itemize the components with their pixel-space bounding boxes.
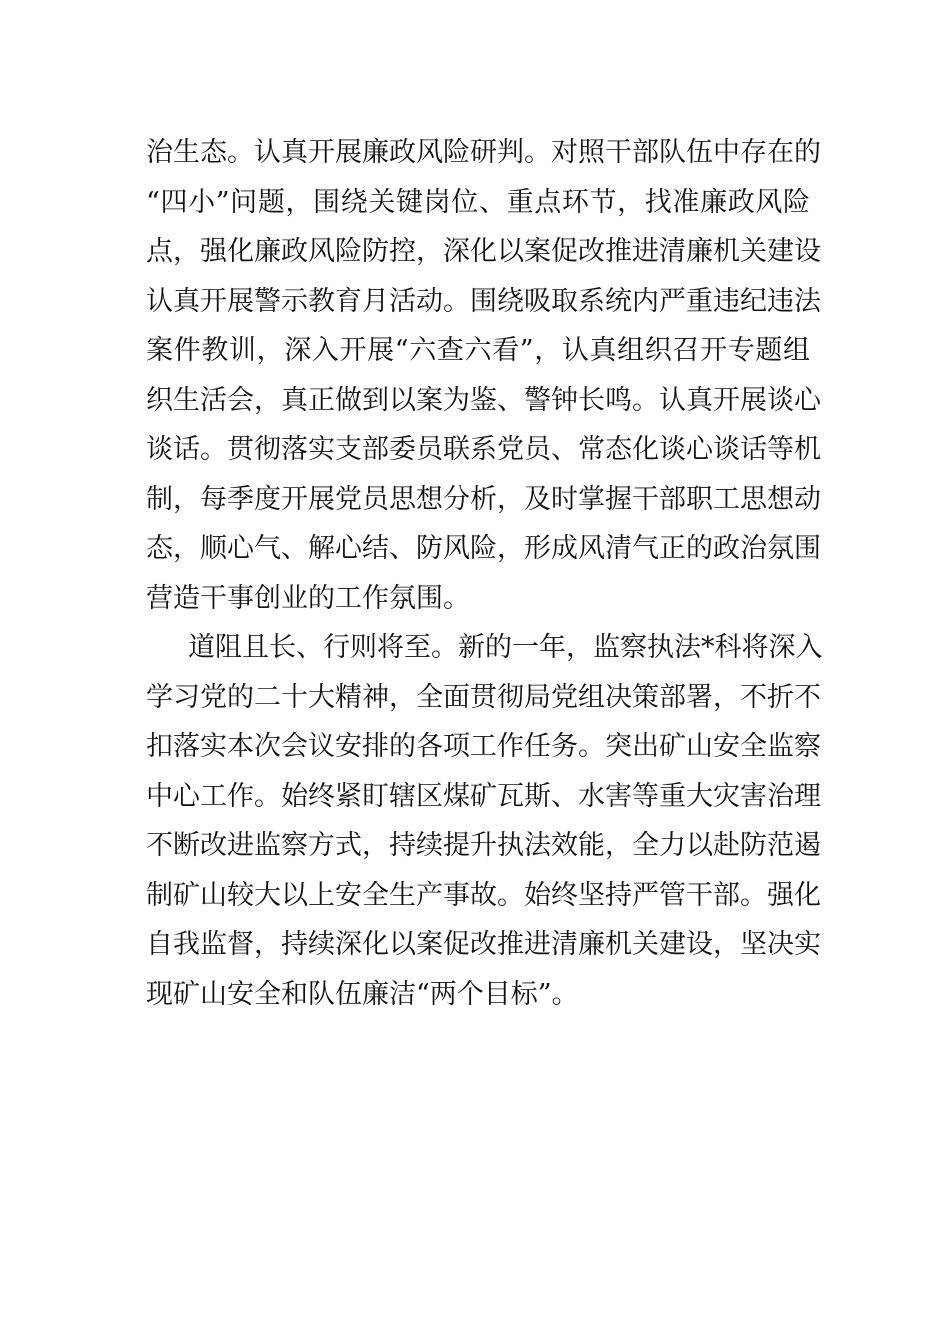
text-line: 谈话。贯彻落实支部委员联系党员、常态化谈心谈话等机 [146,434,821,465]
text-line: 学习党的二十大精神，全面贯彻局党组决策部署，不折不 [146,681,821,713]
text-line: 扣落实本次会议安排的各项工作任务。突出矿山安全监察 [146,731,821,762]
document-body [146,128,823,1019]
text-line: 营造干事创业的工作氛围。 [146,582,470,614]
text-line: 治生态。认真开展廉政风险研判。对照干部队伍中存在的 [146,137,821,168]
text-line: 点，强化廉政风险防控，深化以案促改推进清廉机关建设 [146,236,821,267]
text-line: 中心工作。始终紧盯辖区煤矿瓦斯、水害等重大灾害治理 [146,780,821,812]
text-line: 制矿山较大以上安全生产事故。始终坚持严管干部。强化 [146,879,821,911]
text-line: 认真开展警示教育月活动。围绕吸取系统内严重违纪违法 [146,285,821,317]
paragraph-1 [146,128,821,623]
text-line: 制，每季度开展党员思想分析，及时掌握干部职工思想动 [146,483,821,515]
text-line: 自我监督，持续深化以案促改推进清廉机关建设，坚决实 [146,929,821,960]
text-line: 不断改进监察方式，持续提升执法效能，全力以赴防范遏 [146,830,821,861]
text-line: 态，顺心气、解心结、防风险，形成风清气正的政治氛围 [146,533,821,564]
text-line: “四小”问题，围绕关键岗位、重点环节，找准廉政风险 [146,186,810,218]
text-line: 案件教训，深入开展“六查六看”，认真组织召开专题组 [146,335,810,366]
text-line: 织生活会，真正做到以案为鉴、警钟长鸣。认真开展谈心 [146,384,821,416]
paragraph-2 [146,623,823,1019]
text-line: 道阻且长、行则将至。新的一年，监察执法*科将深入 [188,632,823,663]
text-line: 现矿山安全和队伍廉洁“两个目标”。 [146,978,579,1010]
